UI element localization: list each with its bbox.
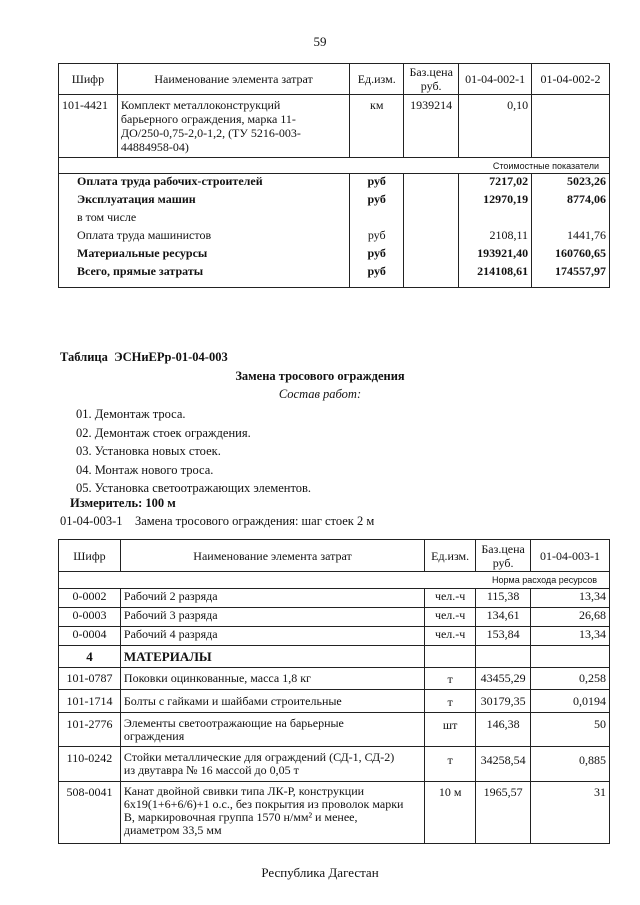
row-code: 110-0242 (59, 747, 121, 782)
table-row (59, 782, 610, 844)
row-price: 43455,29 (476, 668, 531, 690)
footer: Республика Дагестан (261, 865, 379, 880)
table-row (59, 228, 610, 246)
summary-value-1: 214108,61 (459, 264, 532, 288)
section-title: Замена тросового ограждения (235, 369, 405, 383)
table-row (59, 589, 610, 608)
item-price: 1939214 (404, 95, 459, 158)
row-price: 1965,57 (476, 782, 531, 844)
summary-unit: руб (350, 192, 404, 210)
row-price: 134,61 (476, 608, 531, 627)
row-unit: т (425, 690, 476, 713)
row-code: 101-2776 (59, 713, 121, 747)
page-number: 59 (313, 34, 327, 49)
header-unit: Ед.изм. (425, 540, 476, 572)
summary-unit: руб (350, 228, 404, 246)
header-name: Наименование элемента затрат (120, 540, 424, 572)
row-value: 31 (531, 782, 610, 844)
row-unit: шт (425, 713, 476, 747)
header-name: Наименование элемента затрат (117, 64, 349, 95)
section-label: Стоимостные показатели (59, 158, 610, 174)
item-value-1: 0,10 (459, 95, 532, 158)
table-row (59, 646, 610, 668)
summary-value-2: 8774,06 (532, 192, 610, 210)
section-label: Норма расхода ресурсов (59, 572, 610, 589)
summary-value-1: 7217,02 (459, 174, 532, 192)
row-value: 13,34 (531, 589, 610, 608)
row-code: 0-0002 (59, 589, 121, 608)
row-value: 0,258 (531, 668, 610, 690)
summary-value-2: 174557,97 (532, 264, 610, 288)
works-list (76, 405, 311, 498)
list-item: 01. Демонтаж троса. (76, 407, 186, 421)
row-unit: т (425, 668, 476, 690)
table-row (59, 668, 610, 690)
list-item: 02. Демонтаж стоек ограждения. (76, 425, 251, 440)
table-row (59, 747, 610, 782)
row-unit: чел.-ч (425, 608, 476, 627)
row-code: 0-0003 (59, 608, 121, 627)
table-row (59, 95, 610, 158)
row-unit: чел.-ч (425, 627, 476, 646)
row-price: 115,38 (476, 589, 531, 608)
resources-table (58, 539, 610, 844)
row-name: Рабочий 2 разряда (120, 589, 424, 608)
table-row (59, 246, 610, 264)
item-value-2 (532, 95, 610, 158)
row-name: Канат двойной свивки типа ЛК-Р, конструкции 6х19(1+6+6/6)+1 о.с., без покрытия из проволок марки В, маркировочная группа 1570 н/мм² и менее, диаметром 33,5 мм (120, 782, 424, 844)
row-price: 153,84 (476, 627, 531, 646)
row-name: Болты с гайками и шайбами строительные (120, 690, 424, 713)
meter: Измеритель: 100 м (70, 496, 176, 510)
summary-name: Всего, прямые затраты (59, 264, 350, 288)
header-col2: 01-04-002-2 (532, 64, 610, 95)
table-row (59, 210, 610, 228)
table-title: Таблица ЭСНиЕРр-01-04-003 (60, 350, 228, 364)
row-price: 30179,35 (476, 690, 531, 713)
row-value: 0,0194 (531, 690, 610, 713)
table-row (59, 690, 610, 713)
summary-value-2: 5023,26 (532, 174, 610, 192)
row-name: Элементы светоотражающие на барьерные ограждения (120, 713, 424, 747)
summary-value-1: 12970,19 (459, 192, 532, 210)
row-code: 508-0041 (59, 782, 121, 844)
row-name: Поковки оцинкованные, масса 1,8 кг (120, 668, 424, 690)
summary-name: Оплата труда машинистов (59, 228, 350, 246)
item-code: 101-4421 (59, 95, 118, 158)
summary-name: Эксплуатация машин (59, 192, 350, 210)
header-price: Баз.цена руб. (476, 540, 531, 572)
header-code: Шифр (59, 540, 121, 572)
header-unit: Ед.изм. (350, 64, 404, 95)
item-name: Комплект металлоконструкций барьерного ограждения, марка 11- ДО/250-0,75-2,0-1,2, (ТУ 5216-003- 44884958-04) (117, 95, 349, 158)
section-row (59, 158, 610, 174)
row-unit: т (425, 747, 476, 782)
summary-value-2: 1441,76 (532, 228, 610, 246)
row-name: Рабочий 4 разряда (120, 627, 424, 646)
summary-unit: руб (350, 246, 404, 264)
row-value: 13,34 (531, 627, 610, 646)
table-row (59, 608, 610, 627)
row-code: 0-0004 (59, 627, 121, 646)
table-row (59, 713, 610, 747)
summary-value-1: 193921,40 (459, 246, 532, 264)
row-price: 34258,54 (476, 747, 531, 782)
header-col1: 01-04-003-1 (531, 540, 610, 572)
summary-value-1: 2108,11 (459, 228, 532, 246)
row-unit: 10 м (425, 782, 476, 844)
row-value: 26,68 (531, 608, 610, 627)
norm-line: 01-04-003-1 Замена тросового ограждения: шаг стоек 2 м (60, 514, 375, 528)
table-header (59, 64, 610, 95)
cost-table (58, 63, 610, 288)
summary-value-2: 160760,65 (532, 246, 610, 264)
materials-number: 4 (59, 646, 121, 668)
row-name: Стойки металлические для ограждений (СД-1, СД-2) из двутавра № 16 массой до 0,05 т (120, 747, 424, 782)
composition-title: Состав работ: (278, 387, 362, 401)
table-header (59, 540, 610, 572)
row-unit: чел.-ч (425, 589, 476, 608)
summary-name: в том числе (59, 210, 350, 228)
row-code: 101-1714 (59, 690, 121, 713)
list-item: 05. Установка светоотражающих элементов. (76, 481, 312, 495)
row-value: 50 (531, 713, 610, 747)
summary-unit: руб (350, 174, 404, 192)
section-row (59, 572, 610, 589)
table-row (59, 192, 610, 210)
list-item: 04. Монтаж нового троса. (76, 462, 214, 477)
item-unit: км (350, 95, 404, 158)
table-row (59, 174, 610, 192)
table-row (59, 264, 610, 288)
row-name: Рабочий 3 разряда (120, 608, 424, 627)
summary-unit: руб (350, 264, 404, 288)
table-row (59, 627, 610, 646)
row-code: 101-0787 (59, 668, 121, 690)
header-price: Баз.цена руб. (404, 64, 459, 95)
row-price: 146,38 (476, 713, 531, 747)
row-value: 0,885 (531, 747, 610, 782)
list-item: 03. Установка новых стоек. (76, 444, 221, 458)
summary-name: Оплата труда рабочих-строителей (59, 174, 350, 192)
materials-title: МАТЕРИАЛЫ (120, 646, 424, 668)
summary-name: Материальные ресурсы (59, 246, 350, 264)
header-code: Шифр (59, 64, 118, 95)
header-col1: 01-04-002-1 (459, 64, 532, 95)
